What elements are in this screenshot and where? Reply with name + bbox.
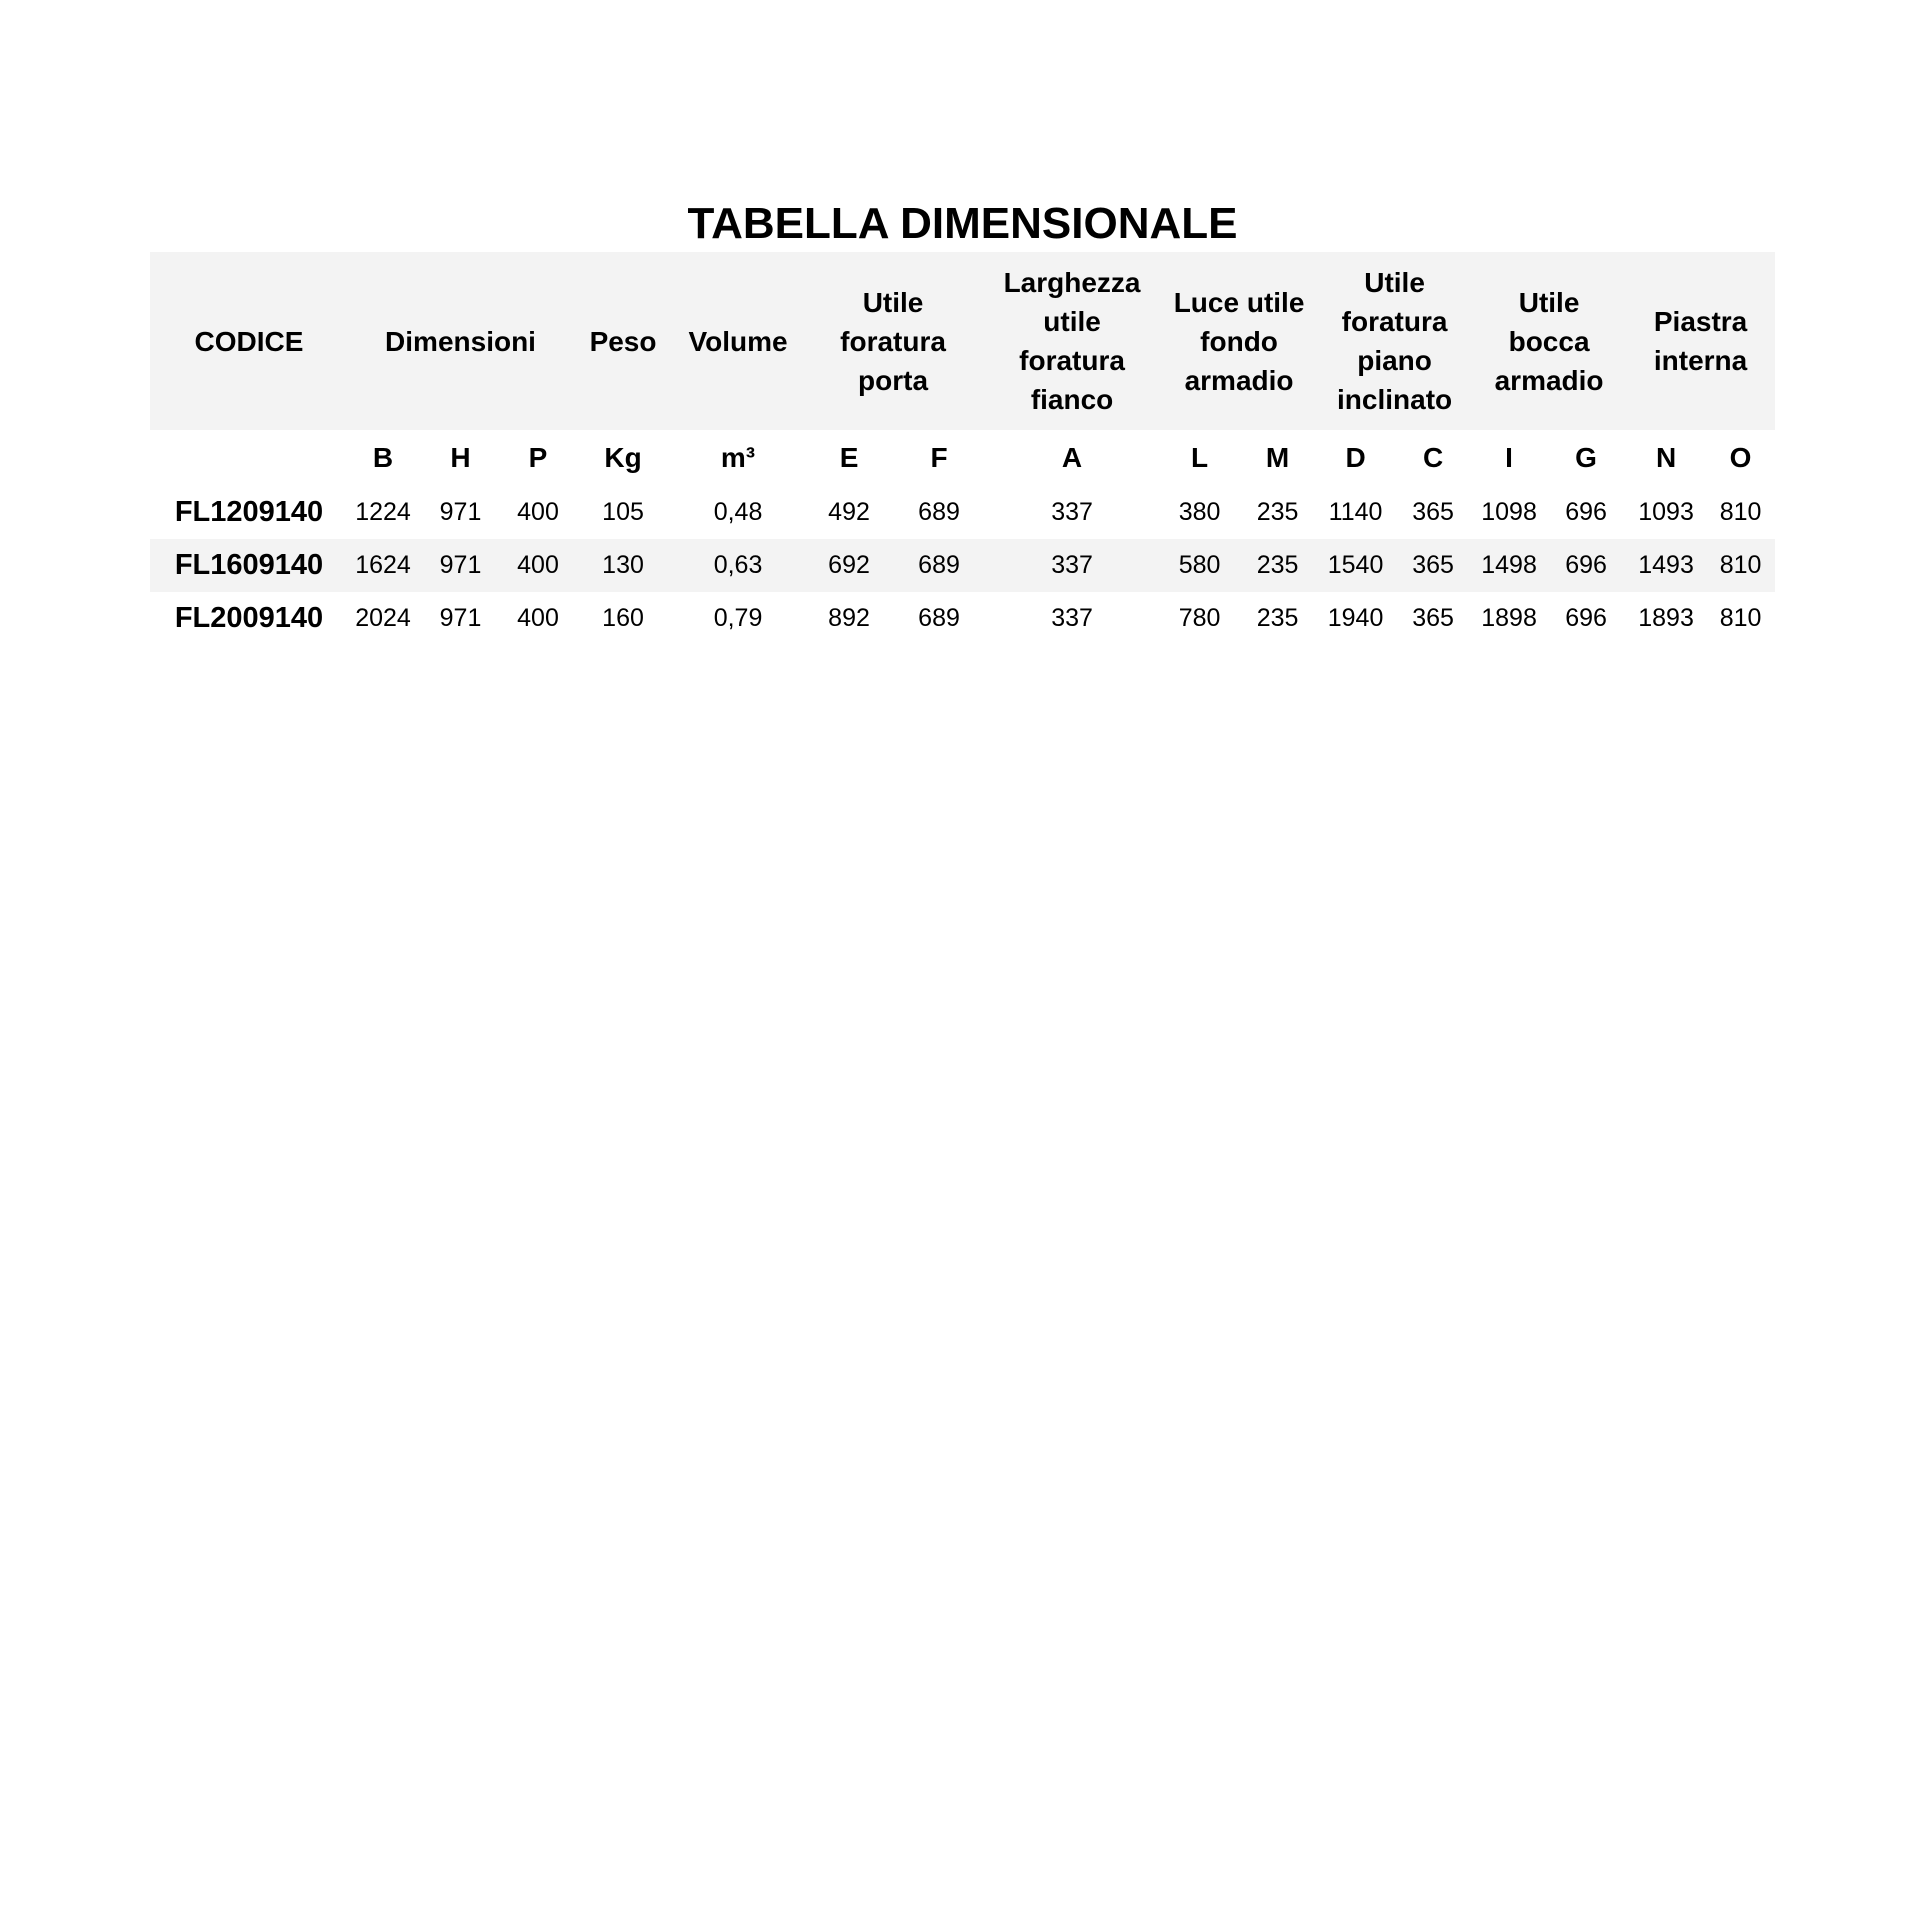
table-cell: 780	[1178, 604, 1221, 632]
table-cell: 160	[602, 604, 644, 632]
table-cell: 365	[1412, 498, 1454, 526]
unit-cell: C	[1394, 430, 1472, 486]
table-cell: 580	[1161, 539, 1238, 592]
table-cell: 1624	[348, 539, 418, 592]
table-cell: 1493	[1626, 539, 1706, 592]
header-line: foratura	[1341, 306, 1448, 337]
table-cell: 400	[517, 604, 559, 632]
header-line: bocca	[1508, 325, 1590, 357]
unit-cell: F	[895, 430, 983, 486]
header-line: Utile	[1364, 267, 1425, 298]
table-cell: 1093	[1638, 498, 1694, 526]
product-code: FL1609140	[150, 539, 348, 592]
unit-cell: D	[1317, 430, 1394, 486]
table-cell: 810	[1719, 498, 1762, 526]
table-cell: 1224	[355, 498, 411, 526]
unit-cell: I	[1472, 430, 1546, 486]
header-larghezza-utile-foratura-fianco	[983, 252, 1161, 430]
unit-cell: Kg	[573, 430, 673, 486]
table-cell: 971	[439, 604, 482, 632]
header-peso: Peso	[573, 252, 673, 430]
table-cell: 1098	[1481, 498, 1537, 526]
unit-cell: G	[1546, 430, 1626, 486]
header-volume: Volume	[673, 252, 803, 430]
header-line: Piastra	[1653, 306, 1748, 337]
header-line: foratura	[1019, 345, 1125, 376]
unit-cell: A	[983, 430, 1161, 486]
header-line: armadio	[1494, 364, 1604, 396]
unit-cell	[150, 430, 348, 486]
table-cell: 0,63	[673, 539, 803, 592]
unit-cell: E	[803, 430, 895, 486]
header-piastra-interna	[1626, 252, 1775, 430]
table-cell: 380	[1178, 498, 1221, 526]
table-cell: 689	[895, 539, 983, 592]
header-line: foratura	[840, 325, 946, 357]
header-codice: CODICE	[150, 252, 348, 430]
table-cell: 492	[828, 498, 870, 526]
unit-row	[150, 430, 1775, 486]
header-line: fianco	[1030, 384, 1114, 415]
table-cell: 696	[1565, 604, 1607, 632]
table-cell: 1898	[1481, 604, 1537, 632]
table-cell: 235	[1238, 539, 1317, 592]
header-dimensioni: Dimensioni	[348, 252, 573, 430]
header-line: interna	[1653, 345, 1748, 376]
product-code: FL1209140	[174, 496, 324, 528]
header-line: utile	[1043, 306, 1101, 337]
unit-cell: N	[1626, 430, 1706, 486]
table-cell: 2024	[355, 604, 411, 632]
table-cell: 337	[1051, 604, 1093, 632]
table-cell: 971	[418, 539, 503, 592]
table-row	[150, 592, 1775, 645]
table-cell: 1140	[1328, 498, 1383, 526]
table-cell: 810	[1706, 539, 1775, 592]
table-cell: 365	[1412, 604, 1454, 632]
table-cell: 892	[828, 604, 870, 632]
unit-cell: P	[503, 430, 573, 486]
unit-cell: B	[348, 430, 418, 486]
table-row	[150, 539, 1775, 592]
table-cell: 400	[503, 539, 573, 592]
header-utile-foratura-porta	[803, 252, 983, 430]
header-line: porta	[858, 364, 929, 396]
table-cell: 810	[1719, 604, 1762, 632]
header-line: Larghezza	[1003, 267, 1141, 298]
table-cell: 1498	[1472, 539, 1546, 592]
table-cell: 235	[1256, 498, 1299, 526]
header-line: inclinato	[1337, 384, 1453, 415]
header-line: piano	[1357, 345, 1432, 376]
header-line: armadio	[1184, 364, 1294, 396]
table-cell: 692	[803, 539, 895, 592]
table-cell: 105	[602, 498, 644, 526]
table-cell: 689	[918, 604, 960, 632]
unit-cell: O	[1706, 430, 1775, 486]
dimension-table	[150, 252, 1775, 645]
table-cell: 130	[573, 539, 673, 592]
header-line: fondo	[1200, 325, 1278, 357]
table-cell: 1540	[1317, 539, 1394, 592]
table-cell: 1893	[1638, 604, 1694, 632]
unit-cell: H	[418, 430, 503, 486]
header-line: Utile	[1518, 286, 1580, 318]
table-cell: 337	[983, 539, 1161, 592]
table-cell: 365	[1394, 539, 1472, 592]
table-cell: 971	[439, 498, 482, 526]
table-cell: 696	[1546, 539, 1626, 592]
unit-cell: L	[1161, 430, 1238, 486]
table-cell: 696	[1565, 498, 1607, 526]
table-cell: 337	[1051, 498, 1093, 526]
table-cell: 689	[918, 498, 960, 526]
header-luce-utile-fondo-armadio	[1161, 252, 1317, 430]
page-title: TABELLA DIMENSIONALE	[687, 199, 1238, 248]
header-line: Utile	[862, 286, 924, 318]
header-row	[150, 252, 1775, 430]
product-code: FL2009140	[174, 602, 324, 634]
header-utile-bocca-armadio	[1472, 252, 1626, 430]
header-utile-foratura-piano-inclinato	[1317, 252, 1472, 430]
unit-cell: M	[1238, 430, 1317, 486]
table-cell: 0,48	[713, 498, 763, 526]
unit-cell: m³	[673, 430, 803, 486]
table-cell: 400	[517, 498, 559, 526]
table-row	[150, 486, 1775, 539]
table-cell: 235	[1256, 604, 1299, 632]
header-line: Luce utile	[1173, 286, 1305, 318]
table-cell: 0,79	[713, 604, 763, 632]
table-cell: 1940	[1327, 604, 1384, 632]
